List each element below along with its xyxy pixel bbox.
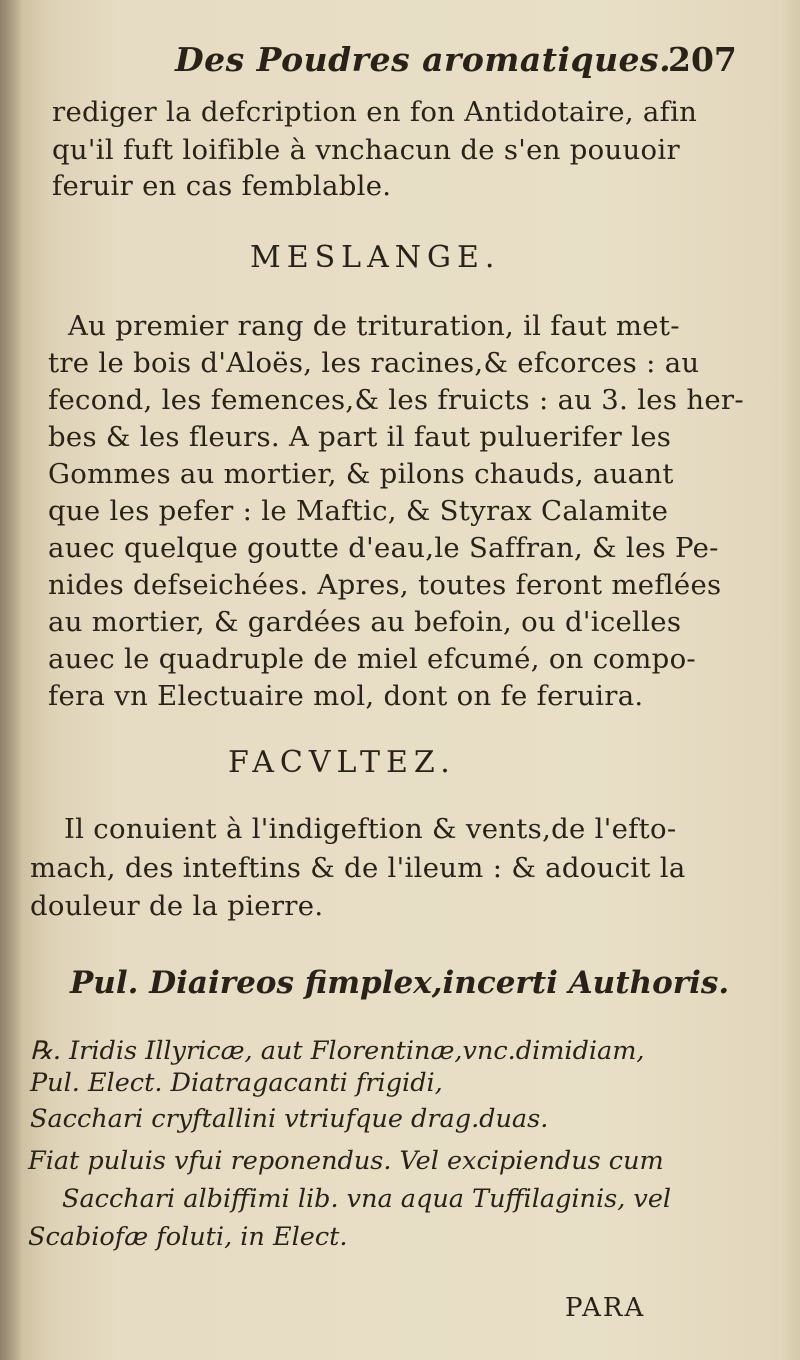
text-line: que les pefer : le Maftic, & Styrax Calamite bbox=[48, 495, 669, 527]
text-line: bes & les fleurs. A part il faut puluerifer les bbox=[48, 421, 672, 453]
text-line: feruir en cas femblable. bbox=[52, 170, 392, 202]
text-line: Il conuient à l'indigeftion & vents,de l'efto- bbox=[64, 813, 677, 845]
text-line: nides defseichées. Apres, toutes feront meflées bbox=[48, 569, 722, 601]
text-line: au mortier, & gardées au befoin, ou d'icelles bbox=[48, 606, 682, 638]
text-line: rediger la defcription en fon Antidotaire, afin bbox=[52, 96, 698, 128]
recipe-line: Sacchari cryftallini vtriufque drag.duas. bbox=[30, 1104, 549, 1134]
text-line: mach, des inteftins & de l'ileum : & adoucit la bbox=[30, 852, 686, 884]
text-line: qu'il fuft loifible à vnchacun de s'en pouuoir bbox=[52, 134, 680, 166]
catchword: PARA bbox=[565, 1293, 646, 1323]
text-line: Gommes au mortier, & pilons chauds, auant bbox=[48, 458, 674, 490]
text-line: tre le bois d'Aloës, les racines,& efcorces : au bbox=[48, 347, 700, 379]
running-title: Des Poudres aromatiques. bbox=[175, 40, 672, 79]
recipe-line: Fiat puluis vfui reponendus. Vel excipiendus cum bbox=[28, 1146, 664, 1176]
text-line: auec le quadruple de miel efcumé, on compo- bbox=[48, 643, 697, 675]
page-gutter-shadow bbox=[0, 0, 22, 1360]
recipe-title: Pul. Diaireos fimplex,incerti Authoris. bbox=[70, 965, 730, 1001]
text-line: auec quelque goutte d'eau,le Saffran, & les Pe- bbox=[48, 532, 719, 564]
text-line: fecond, les femences,& les fruicts : au 3. les her- bbox=[48, 384, 744, 416]
recipe-line: Sacchari albiffimi lib. vna aqua Tuffilaginis, vel bbox=[62, 1184, 672, 1214]
text-line: Au premier rang de trituration, il faut met- bbox=[68, 310, 680, 342]
text-line: douleur de la pierre. bbox=[30, 890, 324, 922]
page-number: 207 bbox=[668, 40, 737, 79]
heading-meslange: MESLANGE. bbox=[250, 240, 501, 275]
recipe-line: ℞. Iridis Illyricæ, aut Florentinæ,vnc.dimidiam, bbox=[30, 1036, 645, 1066]
recipe-line: Scabiofæ foluti, in Elect. bbox=[28, 1222, 348, 1252]
heading-facultez: FACVLTEZ. bbox=[228, 745, 456, 780]
text-line: fera vn Electuaire mol, dont on fe feruira. bbox=[48, 680, 644, 712]
recipe-line: Pul. Elect. Diatragacanti frigidi, bbox=[30, 1068, 443, 1098]
